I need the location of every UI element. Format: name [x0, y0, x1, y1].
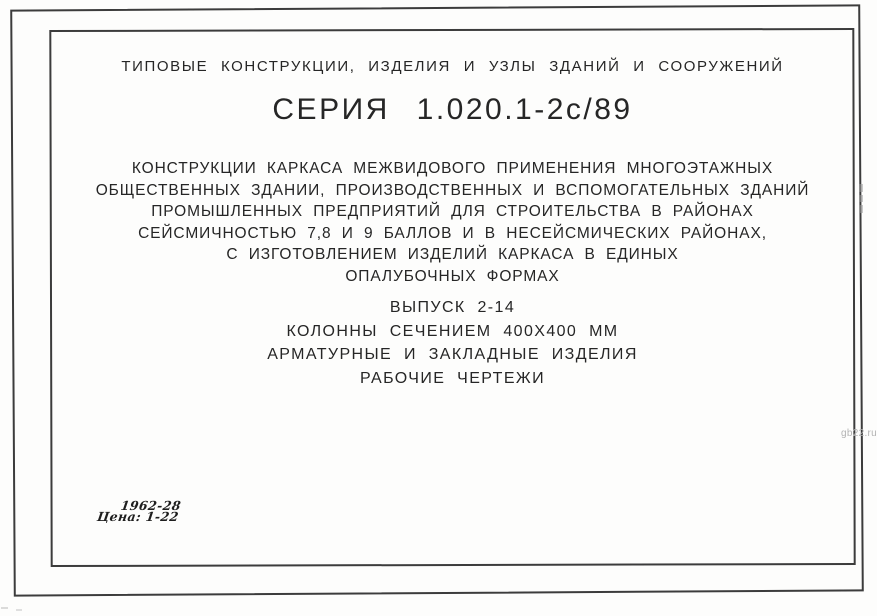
description-line: КОНСТРУКЦИИ КАРКАСА МЕЖВИДОВОГО ПРИМЕНЕНИЯ МНОГОЭТАЖНЫХ	[131, 160, 774, 177]
document-category-header: ТИПОВЫЕ КОНСТРУКЦИИ, ИЗДЕЛИЯ И УЗЛЫ ЗДАНИЙ И СООРУЖЕНИЙ	[121, 58, 784, 75]
description-line: ОБЩЕСТВЕННЫХ ЗДАНИИ, ПРОИЗВОДСТВЕННЫХ И ВСПОМОГАТЕЛЬНЫХ ЗДАНИЙ	[95, 181, 810, 199]
scan-speck	[859, 195, 863, 202]
description-line: С ИЗГОТОВЛЕНИЕМ ИЗДЕЛИЙ КАРКАСА В ЕДИНЫХ	[226, 246, 679, 264]
description-line: ОПАЛУБОЧНЫХ ФОРМАХ	[345, 267, 560, 285]
scan-speck	[16, 609, 22, 611]
scan-speck	[1, 607, 8, 609]
description-line: ПРОМЫШЛЕННЫХ ПРЕДПРИЯТИЙ ДЛЯ СТРОИТЕЛЬСТВА В РАЙОНАХ	[151, 203, 754, 221]
subtitle-line: КОЛОННЫ СЕЧЕНИЕМ 400Х400 ММ	[286, 322, 619, 340]
series-title: СЕРИЯ 1.020.1-2с/89	[272, 93, 633, 126]
scan-speck	[859, 205, 863, 213]
description-line: СЕЙСМИЧНОСТЬЮ 7,8 И 9 БАЛЛОВ И В НЕСЕЙСМИЧЕСКИХ РАЙОНАХ,	[138, 224, 767, 242]
inner-border	[49, 28, 855, 567]
subtitle-line: АРМАТУРНЫЕ И ЗАКЛАДНЫЕ ИЗДЕЛИЯ	[267, 346, 638, 364]
site-watermark: gb22.ru	[841, 428, 877, 439]
handwritten-code: 1962-28	[119, 498, 183, 513]
issue-number: ВЫПУСК 2-14	[389, 299, 516, 316]
scan-speck	[859, 184, 863, 192]
handwritten-price-note	[96, 498, 183, 524]
subtitle-line: РАБОЧИЕ ЧЕРТЕЖИ	[360, 369, 545, 387]
handwritten-price: Цена: 1-22	[96, 508, 180, 524]
